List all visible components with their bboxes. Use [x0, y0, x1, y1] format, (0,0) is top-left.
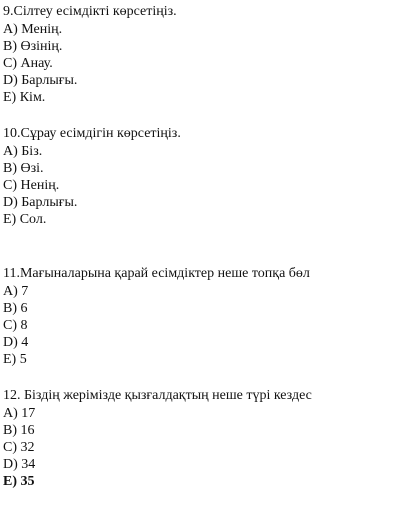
answer-option-b: B) 16 — [3, 423, 35, 438]
question-12 — [3, 387, 403, 490]
question-text: 9.Сілтеу есімдікті көрсетіңіз. — [3, 4, 177, 19]
answer-option-e: E) 5 — [3, 352, 27, 367]
question-text: 11.Мағыналарына қарай есімдіктер неше топқа бөл — [3, 266, 310, 281]
answer-option-d: D) Барлығы. — [3, 195, 78, 210]
answer-option-b: B) 6 — [3, 301, 28, 316]
question-11 — [3, 265, 403, 368]
answer-option-a: A) 17 — [3, 406, 36, 421]
answer-option-c: C) 8 — [3, 318, 28, 333]
answer-option-b: B) Өзі. — [3, 161, 44, 176]
question-9 — [3, 3, 403, 106]
answer-option-a: A) Менің. — [3, 22, 63, 37]
answer-option-e-bold: E) 35 — [3, 474, 35, 489]
answer-option-d: D) 4 — [3, 335, 29, 350]
answer-option-d: D) Барлығы. — [3, 73, 78, 88]
answer-option-c: C) Анау. — [3, 56, 53, 71]
answer-option-a: A) Біз. — [3, 144, 43, 159]
question-text: 10.Сұрау есімдігін көрсетіңіз. — [3, 126, 181, 141]
answer-option-e: E) Сол. — [3, 212, 47, 227]
answer-option-c: C) 32 — [3, 440, 35, 455]
question-10 — [3, 125, 403, 228]
answer-option-a: A) 7 — [3, 284, 29, 299]
answer-option-e: E) Кім. — [3, 90, 46, 105]
answer-option-c: C) Ненің. — [3, 178, 60, 193]
answer-option-b: B) Өзінің. — [3, 39, 63, 54]
question-text: 12. Біздің жерімізде қызғалдақтың неше түрі кездес — [3, 388, 312, 403]
answer-option-d: D) 34 — [3, 457, 36, 472]
